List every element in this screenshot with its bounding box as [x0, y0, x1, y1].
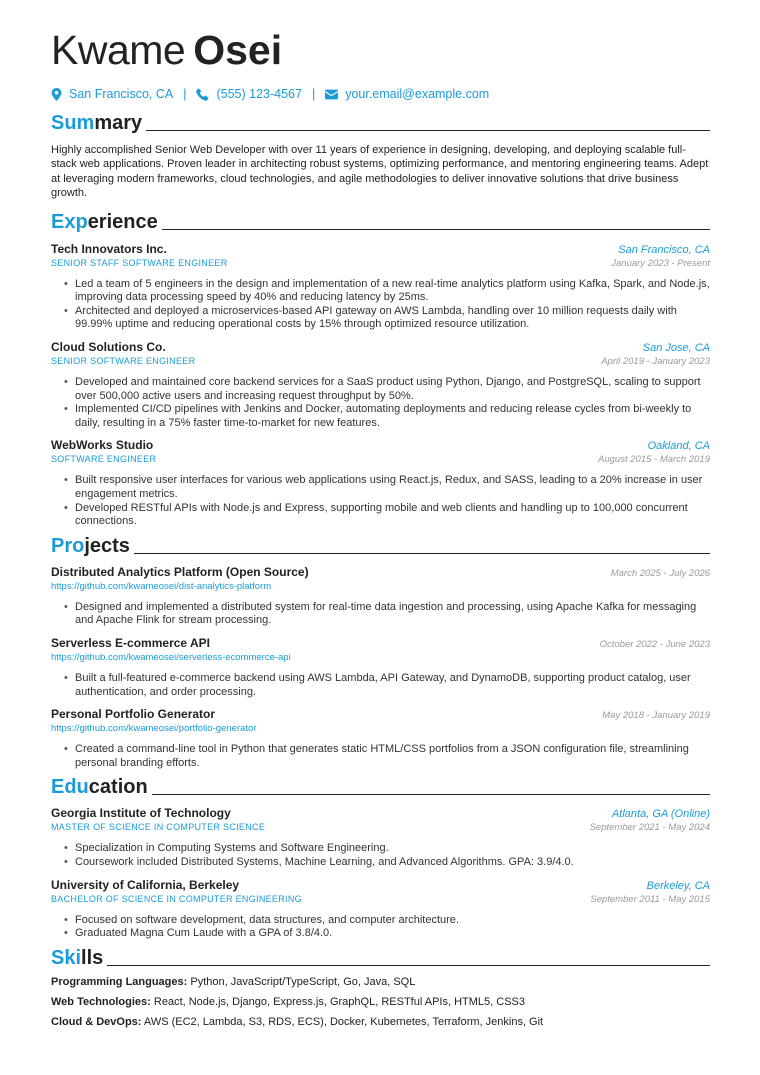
education-entry — [51, 878, 710, 941]
section-rule — [146, 130, 710, 131]
bullet-list — [51, 672, 710, 699]
bullet-list — [51, 474, 710, 528]
education-entry — [51, 806, 710, 869]
candidate-name — [51, 28, 710, 72]
list-item: • Designed and implemented a distributed system for real-time data ingestion and processing, using Apache Kafka for messaging and Apache Flink for stream processing. — [64, 601, 710, 628]
section-rule — [107, 965, 710, 966]
company-name: Cloud Solutions Co. — [51, 340, 166, 354]
bullet-list — [51, 601, 710, 628]
job-title: SENIOR STAFF SOFTWARE ENGINEER — [51, 257, 228, 268]
list-item: • Developed RESTful APIs with Node.js and Express, supporting mobile and web clients and handling up to 100,000 concurrent connections. — [64, 502, 710, 529]
entry-dates: October 2022 - June 2023 — [599, 638, 710, 650]
contact-separator: | — [311, 87, 316, 101]
entry-dates: May 2018 - January 2019 — [602, 710, 710, 722]
list-item: • Coursework included Distributed Systems, Machine Learning, and Advanced Algorithms. GPA: 3.9/4.0. — [64, 856, 710, 870]
list-item: • Specialization in Computing Systems and Software Engineering. — [64, 842, 710, 856]
first-name: Kwame — [51, 27, 186, 73]
list-item: • Led a team of 5 engineers in the design and implementation of a new real-time analytics platform using Kafka, Spark, and Node.js, improving data processing speed by 40% and reducing latency by 25ms. — [64, 278, 710, 305]
project-name: Serverless E-commerce API — [51, 635, 210, 650]
list-item: • Developed and maintained core backend services for a SaaS product using Python, Django, and PostgreSQL, scaling to support over 500,000 active users and increasing request throughput by 50%. — [64, 376, 710, 403]
list-item: • Built a full-featured e-commerce backend using AWS Lambda, API Gateway, and DynamoDB, supporting product catalog, user authentication, and order processing. — [64, 672, 710, 699]
email-text: your.email@example.com — [345, 87, 490, 101]
contact-phone[interactable] — [196, 87, 301, 101]
section-header-projects — [51, 533, 710, 557]
experience-entry — [51, 242, 710, 332]
envelope-icon — [325, 88, 338, 101]
location-text: San Francisco, CA — [69, 87, 174, 101]
entry-location: San Francisco, CA — [618, 243, 710, 256]
entry-location: Oakland, CA — [647, 440, 710, 453]
contact-location — [51, 87, 173, 101]
entry-dates: September 2011 - May 2015 — [590, 893, 710, 905]
school-name: Georgia Institute of Technology — [51, 806, 231, 821]
resume-page — [51, 28, 710, 1029]
section-header-summary — [51, 110, 710, 134]
section-rule — [152, 794, 710, 795]
last-name: Osei — [193, 27, 283, 73]
degree: BACHELOR OF SCIENCE IN COMPUTER ENGINEERING — [51, 893, 302, 904]
list-item: • Focused on software development, data structures, and computer architecture. — [64, 914, 710, 928]
company-name: Tech Innovators Inc. — [51, 241, 167, 256]
section-header-experience — [51, 209, 710, 233]
summary-text: Highly accomplished Senior Web Developer with over 11 years of experience in designing, developing, and deploying scalable full-stack web applications. Proven leader in architecting robust systems, optimizing performance, and mentoring engineering teams. Adept at leveraging modern frameworks, cloud technologies, and agile methodologies to deliver innovative solutions that drive business growth. — [51, 144, 709, 200]
entry-dates: September 2021 - May 2024 — [589, 822, 710, 834]
project-link[interactable]: https://github.com/kwameosei/dist-analytics-platform — [51, 580, 272, 592]
contact-line — [51, 86, 710, 102]
skill-row — [51, 995, 710, 1009]
phone-text: (555) 123-4567 — [216, 87, 302, 101]
section-title: Experience — [51, 210, 158, 233]
bullet-list — [51, 743, 710, 770]
project-entry — [51, 707, 710, 770]
job-title: SENIOR SOFTWARE ENGINEER — [51, 356, 196, 366]
job-title: SOFTWARE ENGINEER — [51, 454, 157, 465]
project-entry — [51, 636, 710, 699]
section-header-education — [51, 774, 710, 798]
project-link[interactable]: https://github.com/kwameosei/portfolio-generator — [51, 723, 257, 735]
list-item: • Graduated Magna Cum Laude with a GPA of 3.8/4.0. — [64, 927, 710, 941]
section-title: Projects — [51, 534, 130, 557]
phone-icon — [196, 88, 209, 101]
skill-row — [51, 1015, 710, 1029]
project-name: Distributed Analytics Platform (Open Source) — [51, 564, 309, 579]
list-item: • Created a command-line tool in Python that generates static HTML/CSS portfolios from a JSON configuration file, streamlining personal branding efforts. — [64, 743, 710, 770]
skill-row — [51, 975, 710, 989]
entry-location: San Jose, CA — [642, 342, 710, 354]
section-title: Education — [51, 776, 148, 799]
school-name: University of California, Berkeley — [51, 877, 240, 892]
skill-label: Cloud & DevOps: — [51, 1015, 142, 1028]
bullet-list — [51, 376, 710, 430]
map-marker-icon — [51, 88, 62, 101]
section-header-skills — [51, 945, 710, 969]
degree: MASTER OF SCIENCE IN COMPUTER SCIENCE — [51, 822, 266, 833]
section-rule — [162, 229, 710, 230]
entry-dates: August 2015 - March 2019 — [598, 454, 710, 466]
list-item: • Built responsive user interfaces for various web applications using React.js, Redux, and SASS, leading to a 20% increase in user engagement metrics. — [64, 474, 710, 501]
experience-entry — [51, 438, 710, 528]
section-rule — [134, 553, 710, 554]
contact-email[interactable] — [325, 87, 489, 101]
company-name: WebWorks Studio — [51, 438, 154, 453]
bullet-list — [51, 842, 710, 869]
section-title: Skills — [51, 946, 104, 969]
list-item: • Implemented CI/CD pipelines with Jenkins and Docker, automating deployments and reducing release cycles from bi-weekly to daily, resulting in a 75% faster time-to-market for new features. — [64, 403, 710, 430]
entry-dates: January 2023 - Present — [611, 257, 710, 269]
project-name: Personal Portfolio Generator — [51, 707, 216, 722]
contact-separator: | — [183, 87, 187, 101]
bullet-list — [51, 914, 710, 941]
entry-location: Berkeley, CA — [646, 879, 710, 892]
skills-list — [51, 975, 710, 1029]
skill-label: Programming Languages: — [51, 975, 188, 988]
project-link[interactable]: https://github.com/kwameosei/serverless-ecommerce-api — [51, 651, 291, 663]
entry-dates: March 2025 - July 2026 — [610, 567, 710, 579]
entry-location: Atlanta, GA (Online) — [611, 808, 710, 821]
skill-value: React, Node.js, Django, Express.js, GraphQL, RESTful APIs, HTML5, CSS3 — [153, 995, 525, 1008]
skill-label: Web Technologies: — [51, 995, 151, 1008]
experience-entry — [51, 340, 710, 430]
skill-value: AWS (EC2, Lambda, S3, RDS, ECS), Docker, Kubernetes, Terraform, Jenkins, Git — [143, 1015, 544, 1028]
entry-dates: April 2019 - January 2023 — [601, 356, 710, 367]
project-entry — [51, 565, 710, 628]
section-title: Summary — [51, 112, 143, 134]
skill-value: Python, JavaScript/TypeScript, Go, Java, SQL — [190, 975, 416, 988]
bullet-list — [51, 278, 710, 332]
list-item: • Architected and deployed a microservices-based API gateway on AWS Lambda, handling over 10 million requests daily with 99.99% uptime and reducing operational costs by 15% through optimized resource utilization. — [64, 305, 710, 332]
